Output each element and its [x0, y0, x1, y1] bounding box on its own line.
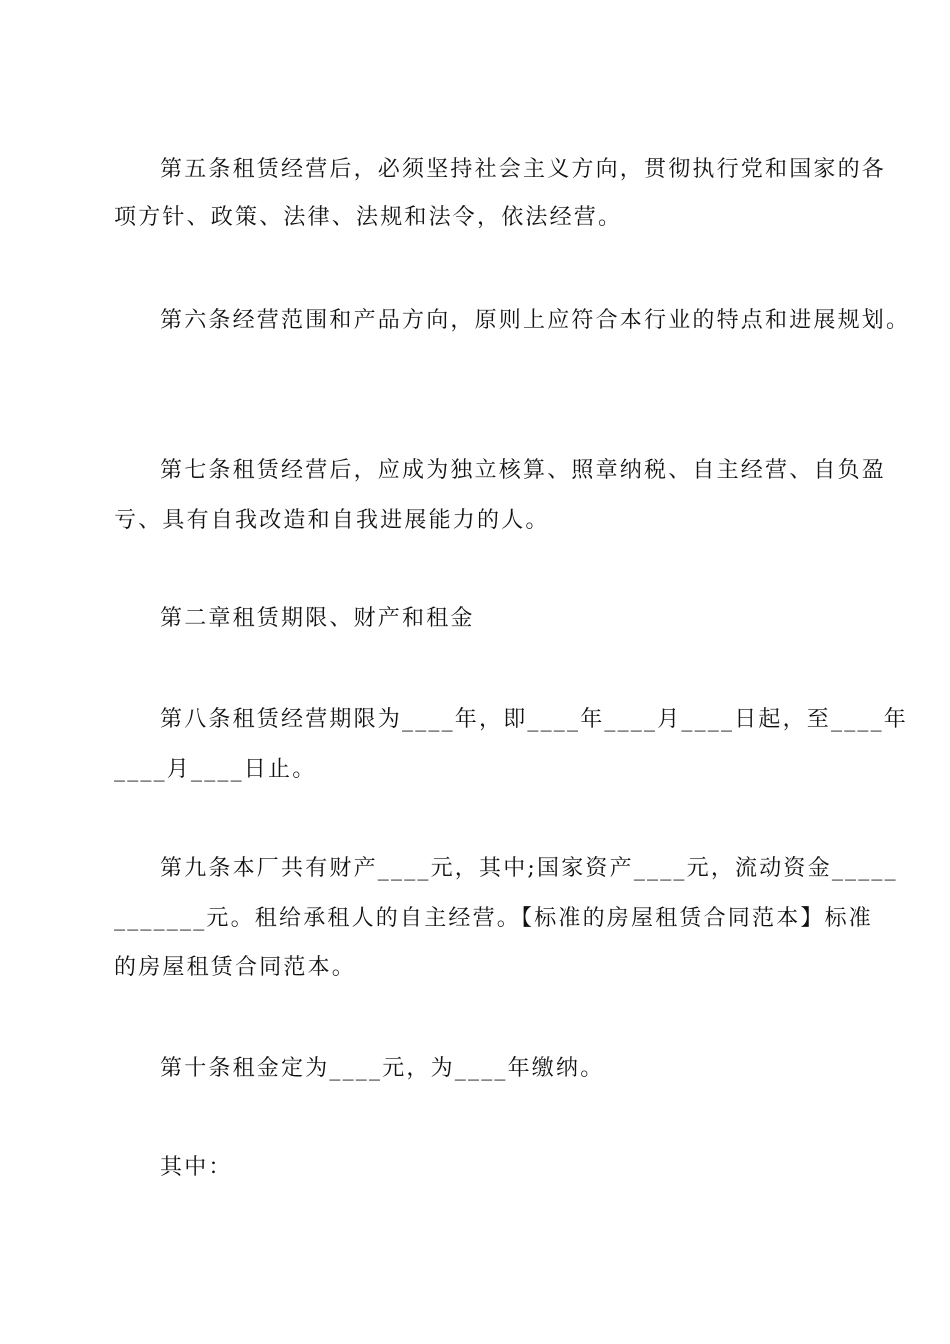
article-8-line-2: ____月____日止。: [114, 757, 317, 782]
article-9-line-1: 第九条本厂共有财产____元，其中;国家资产____元，流动资金_____: [160, 856, 898, 881]
article-9-line-3: 的房屋租赁合同范本。: [114, 955, 357, 980]
article-10-line-1: 第十条租金定为____元，为____年缴纳。: [160, 1056, 605, 1081]
article-5-line-1: 第五条租赁经营后，必须坚持社会主义方向，贯彻执行党和国家的各: [160, 157, 887, 182]
chapter-2-heading: 第二章租赁期限、财产和租金: [160, 606, 475, 631]
article-6-line-1: 第六条经营范围和产品方向，原则上应符合本行业的特点和进展规划。: [160, 308, 911, 333]
article-7-line-1: 第七条租赁经营后，应成为独立核算、照章纳税、自主经营、自负盈: [160, 458, 887, 483]
article-8-line-1: 第八条租赁经营期限为____年，即____年____月____日起，至____年: [160, 707, 909, 732]
article-9-line-2: _______元。租给承租人的自主经营。【标准的房屋租赁合同范本】标准: [114, 906, 874, 931]
among-which-line: 其中：: [160, 1155, 233, 1180]
article-5-line-2: 项方针、政策、法律、法规和法令，依法经营。: [114, 205, 623, 230]
article-7-line-2: 亏、具有自我改造和自我进展能力的人。: [114, 508, 550, 533]
